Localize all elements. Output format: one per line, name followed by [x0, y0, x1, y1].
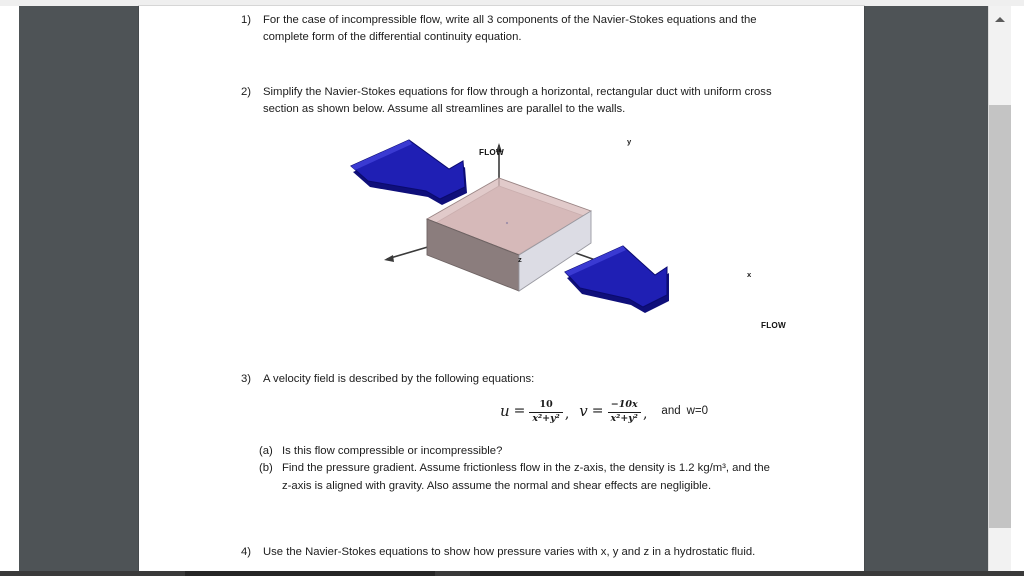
flow-label-inlet: FLOW — [479, 148, 504, 157]
question-4-number: 4) — [241, 546, 252, 558]
left-gutter — [0, 6, 19, 576]
equation-comma-1: , — [564, 406, 570, 423]
equation-u-denominator: x²+y² — [529, 412, 562, 425]
question-3-part-b — [259, 460, 782, 495]
question-3 — [241, 371, 773, 388]
duct-flow-figure — [339, 131, 786, 341]
equation-v-numerator: −10x — [610, 399, 638, 410]
question-2-text: Simplify the Navier-Stokes equations for flow through a horizontal, rectangular duct with uniform cross section as shown below. Assume all streamlines are parallel to the walls. — [263, 86, 772, 115]
question-2 — [241, 84, 773, 118]
equation-v-equals: = — [591, 403, 604, 420]
velocity-field-equation — [389, 399, 819, 423]
equation-v-denominator: x²+y² — [608, 412, 641, 425]
scroll-up-button[interactable] — [989, 6, 1011, 32]
axis-label-z: z — [518, 255, 522, 264]
vertical-scrollbar[interactable] — [988, 6, 1024, 576]
equation-and-label: and — [661, 405, 681, 418]
equation-w-label: w=0 — [686, 405, 709, 418]
equation-u-numerator: 10 — [539, 399, 553, 410]
question-1 — [241, 12, 773, 46]
flow-label-outlet: FLOW — [761, 321, 786, 330]
axis-label-x: x — [747, 270, 752, 279]
axis-label-y: y — [627, 137, 632, 146]
flow-arrow-inlet — [351, 140, 467, 205]
scrollbar-thumb[interactable] — [989, 105, 1011, 528]
question-3-part-b-text: Find the pressure gradient. Assume frictionless flow in the z-axis, the density is 1.2 kg/m³, and the z-axis is aligned with gravity. Also assume the normal and shear effects are negligible. — [282, 462, 770, 492]
equation-v-symbol: v — [579, 402, 588, 421]
question-3-part-b-number: (b) — [259, 462, 273, 474]
bottom-bar-segment-2 — [470, 571, 680, 576]
equation-u-symbol: u — [499, 402, 510, 421]
scrollbar-track[interactable] — [988, 6, 1011, 576]
question-1-text: For the case of incompressible flow, write all 3 components of the Navier-Stokes equations and the complete form of the differential continuity equation. — [263, 14, 757, 43]
viewer-backdrop-left — [19, 6, 139, 571]
equation-u-fraction — [529, 400, 562, 424]
question-3-part-a-number: (a) — [259, 445, 273, 457]
question-4 — [241, 544, 773, 561]
question-2-number: 2) — [241, 86, 252, 98]
equation-v-fraction — [608, 400, 641, 424]
question-3-part-a-text: Is this flow compressible or incompressible? — [282, 445, 503, 457]
question-3-number: 3) — [241, 373, 252, 385]
scroll-up-arrow-icon — [995, 17, 1005, 22]
equation-u-equals: = — [513, 403, 526, 420]
duct-center-dot — [506, 222, 508, 224]
question-1-number: 1) — [241, 14, 252, 26]
flow-arrow-outlet — [565, 246, 669, 313]
viewer-backdrop-right — [864, 6, 988, 571]
bottom-bar-segment-1 — [185, 571, 435, 576]
equation-comma-2: , — [642, 406, 648, 423]
question-3-text: A velocity field is described by the following equations: — [263, 373, 535, 385]
document-content — [139, 6, 864, 571]
question-4-text: Use the Navier-Stokes equations to show how pressure varies with x, y and z in a hydrostatic fluid. — [263, 546, 756, 558]
z-axis-arrowhead — [384, 255, 394, 262]
question-3-part-a — [259, 443, 782, 461]
document-page[interactable] — [139, 6, 864, 571]
duct-diagram-svg — [339, 131, 669, 341]
